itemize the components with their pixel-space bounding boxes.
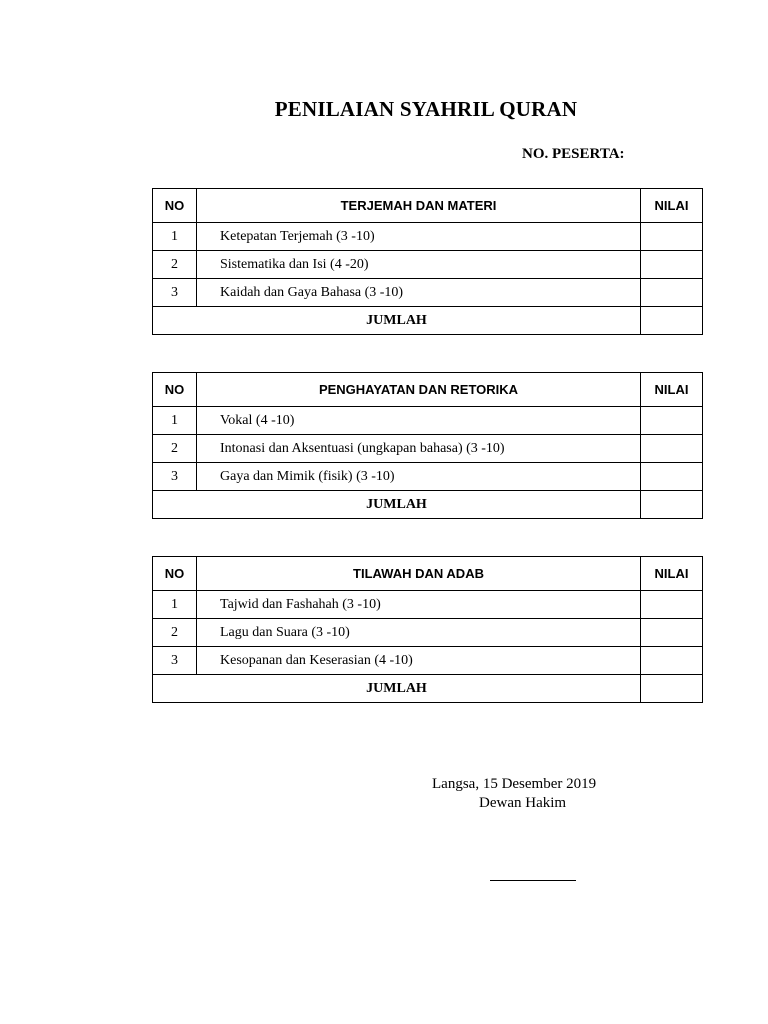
- row-number: 1: [153, 591, 197, 619]
- participant-number-label: NO. PESERTA:: [522, 146, 625, 162]
- criterion-label: Sistematika dan Isi (4 -20): [197, 251, 641, 279]
- header-score: NILAI: [641, 557, 703, 591]
- table-row: [153, 435, 703, 463]
- row-number: 3: [153, 647, 197, 675]
- row-number: 3: [153, 279, 197, 307]
- table-row: [153, 463, 703, 491]
- header-category: TERJEMAH DAN MATERI: [197, 189, 641, 223]
- score-cell[interactable]: [641, 619, 703, 647]
- score-cell[interactable]: [641, 251, 703, 279]
- score-table-penghayatan: [152, 372, 703, 519]
- score-cell[interactable]: [641, 223, 703, 251]
- score-cell[interactable]: [641, 463, 703, 491]
- criterion-label: Vokal (4 -10): [197, 407, 641, 435]
- table-row: [153, 647, 703, 675]
- total-row: [153, 491, 703, 519]
- score-cell[interactable]: [641, 647, 703, 675]
- table-header-row: [153, 189, 703, 223]
- criterion-label: Kaidah dan Gaya Bahasa (3 -10): [197, 279, 641, 307]
- score-cell[interactable]: [641, 591, 703, 619]
- total-row: [153, 307, 703, 335]
- row-number: 2: [153, 619, 197, 647]
- score-cell[interactable]: [641, 407, 703, 435]
- table-row: [153, 279, 703, 307]
- total-row: [153, 675, 703, 703]
- criterion-label: Intonasi dan Aksentuasi (ungkapan bahasa) (3 -10): [197, 435, 641, 463]
- header-no: NO: [153, 557, 197, 591]
- header-no: NO: [153, 373, 197, 407]
- row-number: 3: [153, 463, 197, 491]
- document-title: PENILAIAN SYAHRIL QURAN: [274, 97, 578, 121]
- signature-role: Dewan Hakim: [479, 795, 567, 811]
- header-category: PENGHAYATAN DAN RETORIKA: [197, 373, 641, 407]
- criterion-label: Lagu dan Suara (3 -10): [197, 619, 641, 647]
- criterion-label: Kesopanan dan Keserasian (4 -10): [197, 647, 641, 675]
- total-label: JUMLAH: [153, 307, 641, 335]
- table-row: [153, 251, 703, 279]
- header-score: NILAI: [641, 373, 703, 407]
- header-category: TILAWAH DAN ADAB: [197, 557, 641, 591]
- criterion-label: Tajwid dan Fashahah (3 -10): [197, 591, 641, 619]
- table-row: [153, 223, 703, 251]
- table-header-row: [153, 557, 703, 591]
- header-no: NO: [153, 189, 197, 223]
- table-row: [153, 619, 703, 647]
- row-number: 1: [153, 223, 197, 251]
- signature-place-date: Langsa, 15 Desember 2019: [432, 776, 597, 792]
- header-score: NILAI: [641, 189, 703, 223]
- row-number: 2: [153, 251, 197, 279]
- total-score-cell[interactable]: [641, 675, 703, 703]
- table-row: [153, 407, 703, 435]
- total-label: JUMLAH: [153, 491, 641, 519]
- total-score-cell[interactable]: [641, 307, 703, 335]
- score-cell[interactable]: [641, 435, 703, 463]
- total-score-cell[interactable]: [641, 491, 703, 519]
- signature-line: [490, 880, 576, 881]
- table-header-row: [153, 373, 703, 407]
- score-cell[interactable]: [641, 279, 703, 307]
- criterion-label: Ketepatan Terjemah (3 -10): [197, 223, 641, 251]
- score-table-tilawah: [152, 556, 703, 703]
- total-label: JUMLAH: [153, 675, 641, 703]
- row-number: 2: [153, 435, 197, 463]
- table-row: [153, 591, 703, 619]
- row-number: 1: [153, 407, 197, 435]
- criterion-label: Gaya dan Mimik (fisik) (3 -10): [197, 463, 641, 491]
- score-table-terjemah: [152, 188, 703, 335]
